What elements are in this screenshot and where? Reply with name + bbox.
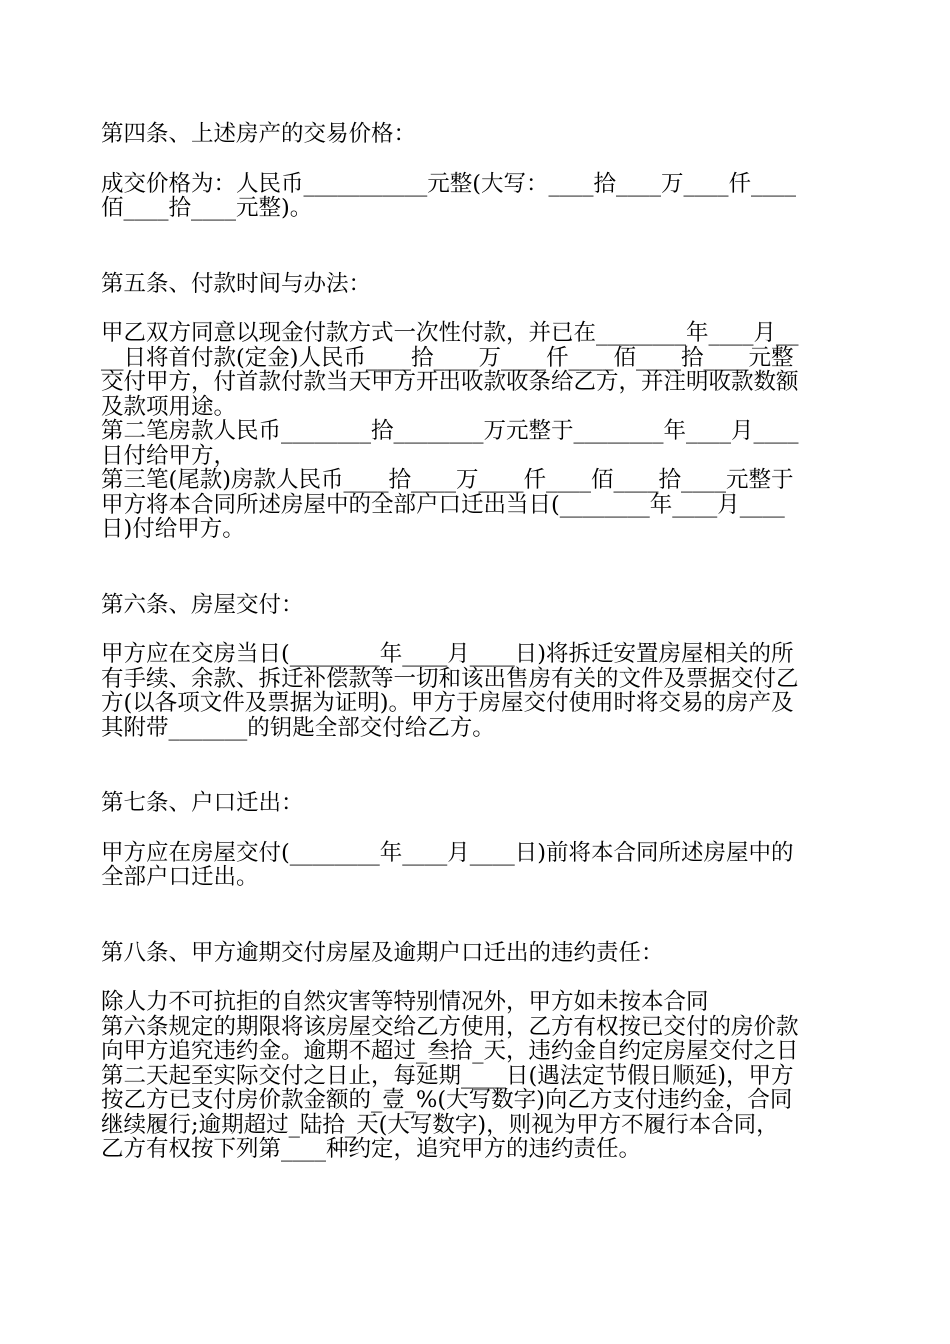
body-line: 第二笔房款人民币________拾________万元整于________年____月____ bbox=[101, 418, 799, 444]
body-line: 方(以各项文件及票据为证明)。甲方于房屋交付使用时将交易的房产及 bbox=[101, 690, 794, 716]
section-heading: 第六条、房屋交付： bbox=[101, 591, 304, 618]
section-article-5 bbox=[101, 272, 853, 542]
body-line: 继续履行;逾期超过_陆拾_天(大写数字)，则视为甲方不履行本合同， bbox=[101, 1111, 779, 1138]
body-line: 甲乙双方同意以现金付款方式一次性付款，并已在________年____月__ bbox=[101, 320, 799, 346]
body-line: 甲方应在房屋交付(________年____月____日)前将本合同所述房屋中的 bbox=[101, 839, 794, 866]
body-line: 向甲方追究违约金。逾期不超过_叁拾_天，违约金自约定房屋交付之日 bbox=[101, 1038, 799, 1064]
body-line: 第三笔(尾款)房款人民币____拾____万____仟____佰____拾____元整于 bbox=[101, 467, 794, 493]
body-line: 交付甲方，付首款付款当天甲方开出收款收条给乙方，并注明收款数额 bbox=[101, 369, 799, 395]
section-heading: 第七条、户口迁出： bbox=[101, 790, 304, 816]
body-line: __日将首付款(定金)人民币____拾____万____仟____佰____拾____元整 bbox=[101, 344, 794, 371]
body-line: 甲方应在交房当日(________年____月____日)将拆迁安置房屋相关的所 bbox=[101, 641, 794, 667]
section-article-7 bbox=[101, 791, 853, 890]
body-line: 第六条规定的期限将该房屋交给乙方使用，乙方有权按已交付的房价款 bbox=[101, 1013, 799, 1040]
body-line: 其附带_______的钥匙全部交付给乙方。 bbox=[101, 714, 495, 741]
body-line: 除人力不可抗拒的自然灾害等特别情况外，甲方如未按本合同 bbox=[101, 989, 709, 1015]
body-line: 全部户口迁出。 bbox=[101, 864, 259, 890]
body-line: 乙方有权按下列第____种约定，追究甲方的违约责任。 bbox=[101, 1136, 642, 1162]
section-heading: 第五条、付款时间与办法： bbox=[101, 270, 372, 297]
body-line: 成交价格为：人民币___________元整(大写：____拾____万____仟____ bbox=[101, 170, 797, 197]
body-line: 及款项用途。 bbox=[101, 393, 237, 420]
section-article-6 bbox=[101, 593, 853, 741]
section-article-4 bbox=[101, 122, 853, 221]
body-line: 按乙方已支付房价款金额的_壹_%(大写数字)向乙方支付违约金，合同 bbox=[101, 1087, 793, 1113]
body-line: 佰____拾____元整)。 bbox=[101, 195, 313, 221]
section-heading: 第八条、甲方逾期交付房屋及逾期户口迁出的违约责任： bbox=[101, 939, 664, 966]
body-line: 日)付给甲方。 bbox=[101, 516, 245, 542]
section-heading: 第四条、上述房产的交易价格： bbox=[101, 121, 417, 147]
contract-page bbox=[101, 122, 853, 1162]
body-line: 日付给甲方， bbox=[101, 442, 237, 469]
body-line: 有手续、余款、拆迁补偿款等一切和该出售房有关的文件及票据交付乙 bbox=[101, 665, 799, 692]
body-line: 第二天起至实际交付之日止，每延期____日(遇法定节假日顺延)，甲方 bbox=[101, 1062, 794, 1089]
section-article-8 bbox=[101, 941, 853, 1162]
body-line: 甲方将本合同所述房屋中的全部户口迁出当日(________年____月____ bbox=[101, 491, 785, 518]
